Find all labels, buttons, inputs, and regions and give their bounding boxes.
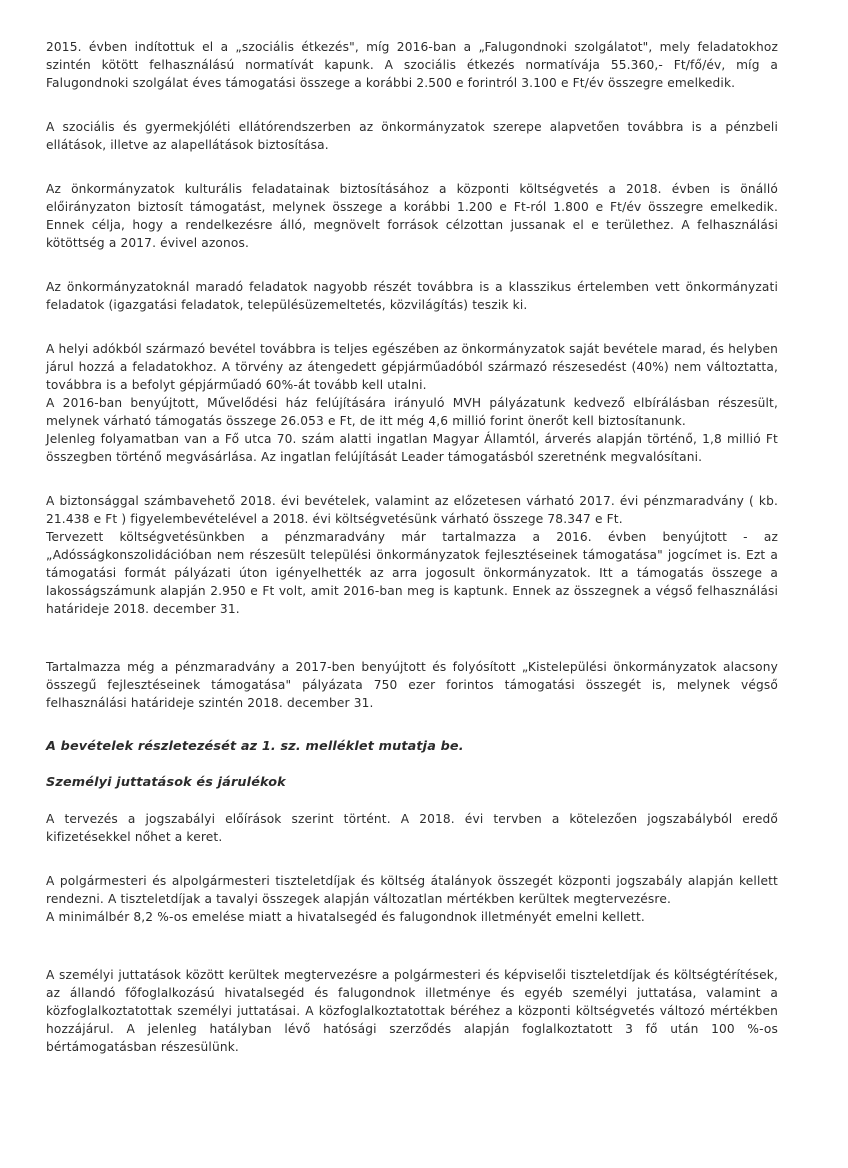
paragraph-personnel-details: A személyi juttatások között kerültek megtervezésre a polgármesteri és képviselői tiszteletdíjak és költségtérítések, az állandó főfoglalkozású hivatalsegéd és falugondnok illetménye és egyéb személyi juttatása, valamint a közfoglalkoztatottak személyi juttatásai. A közfoglalkoztatottak béréhez a központi költségvetés változó mértékben hozzájárul. A jelenleg hatályban lévő hatósági szerződés alapján foglalkoztatott 3 fő után 100 %-os bértámogatásban részesülünk. [46, 968, 778, 1054]
paragraph-social-welfare: A szociális és gyermekjóléti ellátórendszerben az önkormányzatok szerepe alapvetően továbbra is a pénzbeli ellátások, illetve az alapellátások biztosítása. [46, 120, 778, 152]
paragraph-planning: A tervezés a jogszabályi előírások szerint történt. A 2018. évi tervben a kötelezően jogszabályból eredő kifizetésekkel nőhet a keret. [46, 812, 778, 844]
paragraph-small-settlement-grant: Tartalmazza még a pénzmaradvány a 2017-ben benyújtott és folyósított „Kistelepülési önkormányzatok alacsony összegű fejlesztéseinek támogatása" pályázata 750 ezer forintos támogatási összegét is, melynek végső felhasználási határideje szintén 2018. december 31. [46, 660, 778, 710]
paragraph-municipal-tasks: Az önkormányzatoknál maradó feladatok nagyobb részét továbbra is a klasszikus értelemben vett önkormányzati feladatok (igazgatási feladatok, településüzemeltetés, közvilágítás) teszik ki. [46, 280, 778, 312]
paragraph-mayor-allowances: A polgármesteri és alpolgármesteri tiszteletdíjak és költség átalányok összegét központi jogszabály alapján kellett rendezni. A tiszteletdíjak a tavalyi összegek alapján változatlan mértékben kerültek megtervezésre. [46, 874, 778, 906]
heading-personnel-costs: Személyi juttatások és járulékok [46, 775, 286, 790]
paragraph-property-purchase: Jelenleg folyamatban van a Fő utca 70. szám alatti ingatlan Magyar Államtól, árverés alapján történő, 1,8 millió Ft összegben történő megvásárlása. Az ingatlan felújítását Leader támogatásból szeretnénk megvalósítani. [46, 432, 778, 464]
document-page [46, 38, 778, 1056]
paragraph-culture-house-grant: A 2016-ban benyújtott, Művelődési ház felújítására irányuló MVH pályázatunk kedvező elbírálásban részesült, melynek várható támogatás összege 26.053 e Ft, de itt még 4,6 millió forint önerőt kell biztosítanunk. [46, 396, 778, 428]
paragraph-minimum-wage: A minimálbér 8,2 %-os emelése miatt a hivatalsegéd és falugondnok illetményét emelni kellett. [46, 910, 645, 924]
paragraph-debt-consolidation: Tervezett költségvetésünkben a pénzmaradvány már tartalmazza a 2016. évben benyújtott - az „Adósságkonszolidációban nem részesült települési önkormányzatok fejlesztéseinek támogatása" jogcímet is. Ezt a támogatási formát pályázati úton igényelhették az arra jogosult önkormányzatok. Itt a támogatás összege a lakosságszámunk alapján 2.950 e Ft volt, amit 2016-ban meg is kaptunk. Ennek az összegnek a végső felhasználási határideje 2018. december 31. [46, 530, 778, 616]
paragraph-local-taxes: A helyi adókból származó bevétel továbbra is teljes egészében az önkormányzatok saját bevétele marad, és helyben járul hozzá a feladatokhoz. A törvény az átengedett gépjárműadóból származó részesedést (40%) nem változtatta, továbbra is a befolyt gépjárműadó 60%-át tovább kell utalni. [46, 342, 778, 392]
heading-revenue-annex: A bevételek részletezését az 1. sz. melléklet mutatja be. [46, 739, 464, 754]
paragraph-budget-total: A biztonsággal számbavehető 2018. évi bevételek, valamint az előzetesen várható 2017. évi pénzmaradvány ( kb. 21.438 e Ft ) figyelembevételével a 2018. évi költségvetésünk várható összege 78.347 e Ft. [46, 494, 778, 526]
paragraph-cultural-tasks: Az önkormányzatok kulturális feladatainak biztosításához a központi költségvetés a 2018. évben is önálló előirányzaton biztosít támogatást, melynek összege a korábbi 1.200 e Ft-ról 1.800 e Ft/év összegre emelkedik. Ennek célja, hogy a rendelkezésre álló, megnövelt források célzottan jussanak el e területhez. A felhasználási kötöttség a 2017. évivel azonos. [46, 182, 778, 250]
paragraph-social-catering: 2015. évben indítottuk el a „szociális étkezés", míg 2016-ban a „Falugondnoki szolgálatot", mely feladatokhoz szintén kötött felhasználású normatívát kapunk. A szociális étkezés normatívája 55.360,- Ft/fő/év, míg a Falugondnoki szolgálat éves támogatási összege a korábbi 2.500 e forintról 3.100 e Ft/év összegre emelkedik. [46, 40, 778, 90]
